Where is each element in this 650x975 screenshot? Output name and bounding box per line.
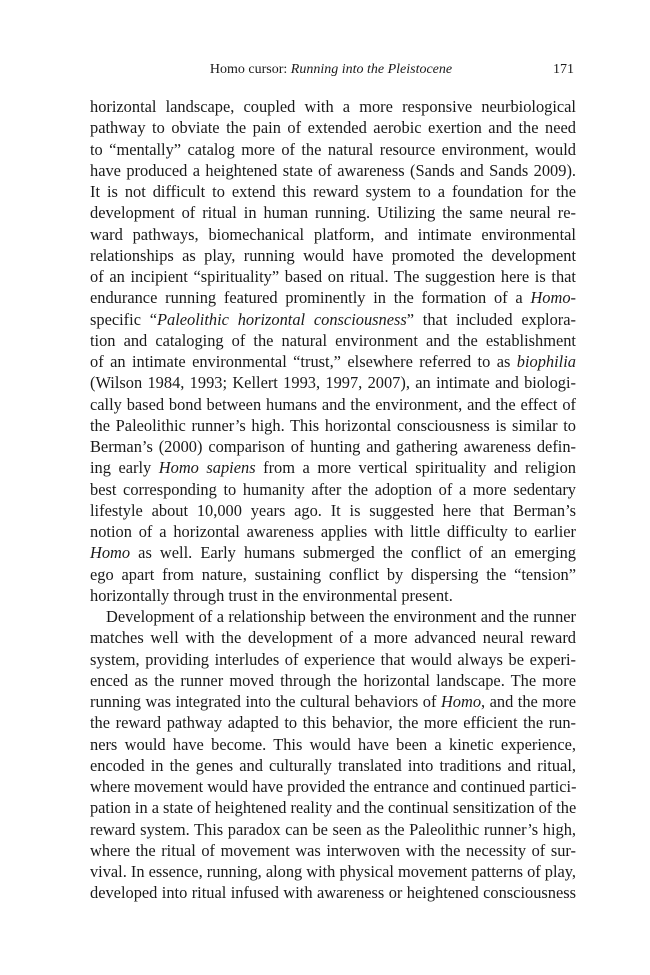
body-text [90, 96, 576, 904]
text-line: have produced a heightened state of awareness (Sands and Sands 2009). [90, 160, 576, 180]
text-line: enced as the runner moved through the horizontal landscape. The more [90, 670, 576, 690]
italic-term: Homo [440, 692, 482, 711]
page-number: 171 [553, 62, 574, 77]
text-line: the reward pathway adapted to this behavior, the more efficient the run- [90, 713, 576, 733]
running-head-title [88, 62, 574, 78]
text-line: endurance running featured prominently in the formation of a Homo- [90, 288, 576, 308]
text-line: development of ritual in human running. Utilizing the same neural re- [90, 203, 576, 223]
text-line: where movement would have provided the entrance and continued partici- [90, 777, 577, 796]
text-line: vival. In essence, running, along with physical movement patterns of play, [90, 862, 576, 881]
text-line: tion and cataloging of the natural environment and the establishment [90, 330, 576, 350]
text-line: developed into ritual infused with awareness or heightened consciousness [90, 883, 576, 903]
text-line: the Paleolithic runner’s high. This horizontal consciousness is similar to [90, 415, 576, 435]
text-line: ners would have become. This would have been a kinetic experience, [90, 734, 576, 754]
text-line: horizontally through trust in the environmental present. [90, 585, 453, 605]
text-line: It is not difficult to extend this reward system to a foundation for the [90, 182, 576, 201]
text-line: running was integrated into the cultural behaviors of Homo, and the more [90, 692, 577, 711]
text-line: system, providing interludes of experience that would always be experi- [90, 649, 576, 669]
italic-term: Homo sapiens [158, 458, 256, 478]
text-line: cally based bond between humans and the environment, and the effect of [90, 394, 576, 414]
text-line: to “mentally” catalog more of the natural resource environment, would [90, 139, 576, 159]
italic-term: Homo [90, 543, 131, 563]
text-line: horizontal landscape, coupled with a more responsive neurbiological [90, 97, 576, 116]
text-line: pation in a state of heightened reality and the continual sensitization of the [90, 798, 577, 818]
italic-term: Paleolithic horizontal consciousness [157, 309, 407, 329]
text-line: lifestyle about 10,000 years ago. It is suggested here that Berman’s [90, 500, 576, 520]
text-line: relationships as play, running would have promoted the development [90, 245, 576, 265]
text-line: matches well with the development of a more advanced neural reward [90, 628, 576, 648]
text-line: where the ritual of movement was interwoven with the necessity of sur- [90, 840, 576, 860]
text-line: ward pathways, biomechanical platform, and intimate environmental [90, 224, 576, 244]
text-line: of an incipient “spirituality” based on ritual. The suggestion here is that [90, 267, 576, 286]
text-line: ing early Homo sapiens from a more vertical spirituality and religion [90, 458, 576, 478]
text-line: reward system. This paradox can be seen as the Paleolithic runner’s high, [90, 819, 576, 839]
text-line: notion of a horizontal awareness applies with little difficulty to earlier [90, 522, 576, 541]
text-line: ego apart from nature, sustaining conflict by dispersing the “tension” [90, 564, 576, 584]
text-line: (Wilson 1984, 1993; Kellert 1993, 1997, 2007), an intimate and biologi- [90, 373, 576, 393]
text-line: Development of a relationship between the environment and the runner [106, 607, 576, 626]
running-head-title-plain: Homo cursor: [209, 62, 288, 77]
text-line: of an intimate environmental “trust,” elsewhere referred to as biophilia [90, 352, 576, 371]
italic-term: biophilia [516, 352, 576, 371]
text-line: best corresponding to humanity after the adoption of a more sedentary [90, 479, 576, 499]
text-line: Berman’s (2000) comparison of hunting and gathering awareness defin- [90, 437, 576, 456]
text-line: specific “Paleolithic horizontal consciousness” that included explora- [90, 309, 576, 329]
running-head [88, 62, 574, 82]
running-head-title-italic: Running into the Pleistocene [287, 62, 453, 77]
text-line: encoded in the genes and culturally translated into traditions and ritual, [90, 755, 576, 775]
text-line: Homo as well. Early humans submerged the conflict of an emerging [90, 543, 576, 563]
text-line: pathway to obviate the pain of extended aerobic exertion and the need [90, 118, 576, 138]
italic-term: Homo [530, 288, 571, 308]
